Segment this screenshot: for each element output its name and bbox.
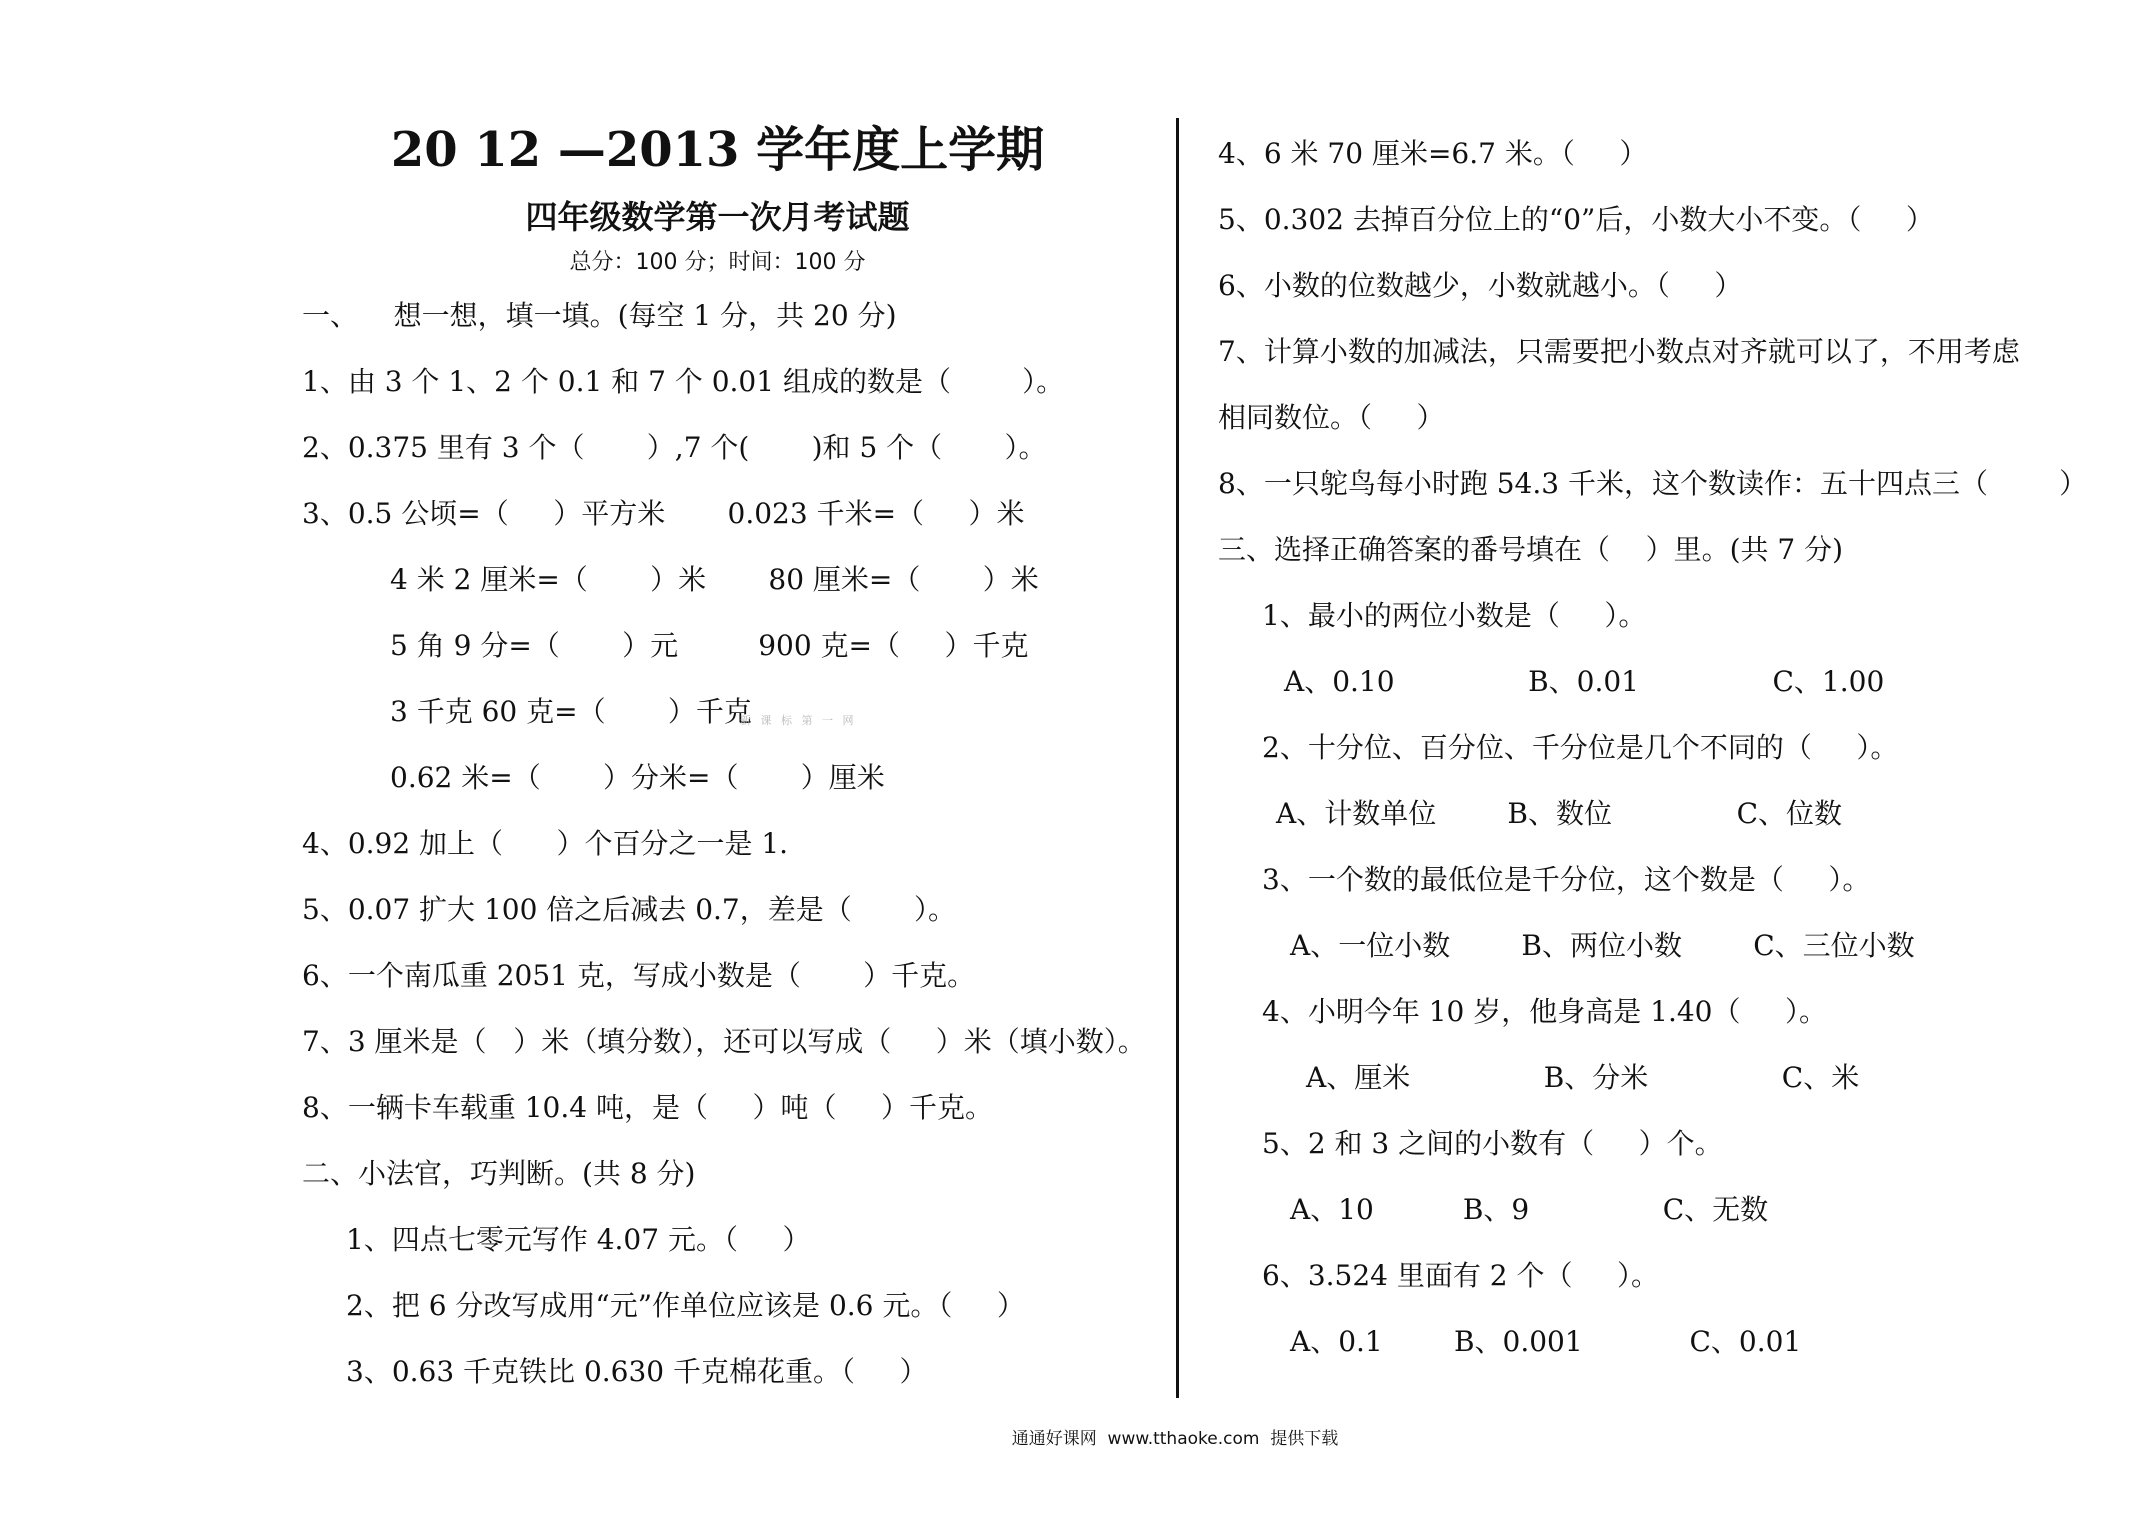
section-1-heading: 一、 想一想，填一填。(每空 1 分，共 20 分) — [302, 299, 897, 332]
question-3-5: 5、2 和 3 之间的小数有（ ）个。 — [1262, 1127, 1723, 1160]
question-1-3d: 3 千克 60 克=（ ）千克 — [390, 695, 752, 728]
question-2-2: 2、把 6 分改写成用“元”作单位应该是 0.6 元。（ ） — [346, 1289, 1025, 1322]
question-3-2-options: A、计数单位 B、数位 C、位数 — [1276, 797, 1843, 830]
question-1-7: 7、3 厘米是（ ）米（填分数），还可以写成（ ）米（填小数）。 — [302, 1025, 1146, 1058]
question-1-3c: 5 角 9 分=（ ）元 900 克=（ ）千克 — [390, 629, 1029, 662]
question-3-5-options: A、10 B、9 C、无数 — [1290, 1193, 1769, 1226]
question-2-7a: 7、计算小数的加减法，只需要把小数点对齐就可以了，不用考虑 — [1218, 335, 2020, 368]
question-2-4: 4、6 米 70 厘米=6.7 米。（ ） — [1218, 137, 1648, 170]
section-2-heading: 二、小法官，巧判断。(共 8 分) — [302, 1157, 696, 1190]
question-2-6: 6、小数的位数越少，小数就越小。（ ） — [1218, 269, 1743, 302]
question-1-8: 8、一辆卡车载重 10.4 吨，是（ ）吨（ ）千克。 — [302, 1091, 993, 1124]
section-3-heading: 三、选择正确答案的番号填在（ ）里。(共 7 分) — [1218, 533, 1844, 566]
question-3-3-options: A、一位小数 B、两位小数 C、三位小数 — [1290, 929, 1915, 962]
question-3-2: 2、十分位、百分位、千分位是几个不同的（ ）。 — [1262, 731, 1899, 764]
question-1-2: 2、0.375 里有 3 个（ ）,7 个( )和 5 个（ ）。 — [302, 431, 1047, 464]
footer-credit: 通通好课网 www.tthaoke.com 提供下载 — [1011, 1429, 1339, 1449]
question-1-3e: 0.62 米=（ ）分米=（ ）厘米 — [390, 761, 885, 794]
question-1-4: 4、0.92 加上（ ）个百分之一是 1. — [302, 827, 789, 860]
question-2-3: 3、0.63 千克铁比 0.630 千克棉花重。（ ） — [346, 1355, 928, 1388]
question-1-3b: 4 米 2 厘米=（ ）米 80 厘米=（ ）米 — [390, 563, 1039, 596]
question-3-6: 6、3.524 里面有 2 个（ ）。 — [1262, 1259, 1659, 1292]
watermark-text: 新 课 标 第 一 网 — [740, 714, 857, 727]
column-divider — [1176, 118, 1179, 1398]
question-3-3: 3、一个数的最低位是千分位，这个数是（ ）。 — [1262, 863, 1871, 896]
question-3-1-options: A、0.10 B、0.01 C、1.00 — [1284, 665, 1885, 698]
question-2-5: 5、0.302 去掉百分位上的“0”后，小数大小不变。（ ） — [1218, 203, 1934, 236]
question-1-3a: 3、0.5 公顷=（ ）平方米 0.023 千米=（ ）米 — [302, 497, 1025, 530]
question-1-5: 5、0.07 扩大 100 倍之后减去 0.7，差是（ ）。 — [302, 893, 957, 926]
question-3-6-options: A、0.1 B、0.001 C、0.01 — [1290, 1325, 1802, 1358]
question-2-8: 8、一只鸵鸟每小时跑 54.3 千米，这个数读作：五十四点三（ ） — [1218, 467, 2088, 500]
exam-title: 20 12 —2013 学年度上学期 — [390, 122, 1045, 178]
question-3-4-options: A、厘米 B、分米 C、米 — [1306, 1061, 1860, 1094]
question-3-4: 4、小明今年 10 岁，他身高是 1.40（ ）。 — [1262, 995, 1827, 1028]
question-3-1: 1、最小的两位小数是（ ）。 — [1262, 599, 1647, 632]
exam-subtitle: 四年级数学第一次月考试题 — [525, 198, 910, 236]
question-1-6: 6、一个南瓜重 2051 克，写成小数是（ ）千克。 — [302, 959, 976, 992]
exam-meta: 总分：100 分；时间：100 分 — [569, 250, 866, 275]
question-2-1: 1、四点七零元写作 4.07 元。（ ） — [346, 1223, 811, 1256]
question-1-1: 1、由 3 个 1、2 个 0.1 和 7 个 0.01 组成的数是（ ）。 — [302, 365, 1065, 398]
question-2-7b: 相同数位。（ ） — [1218, 401, 1445, 434]
